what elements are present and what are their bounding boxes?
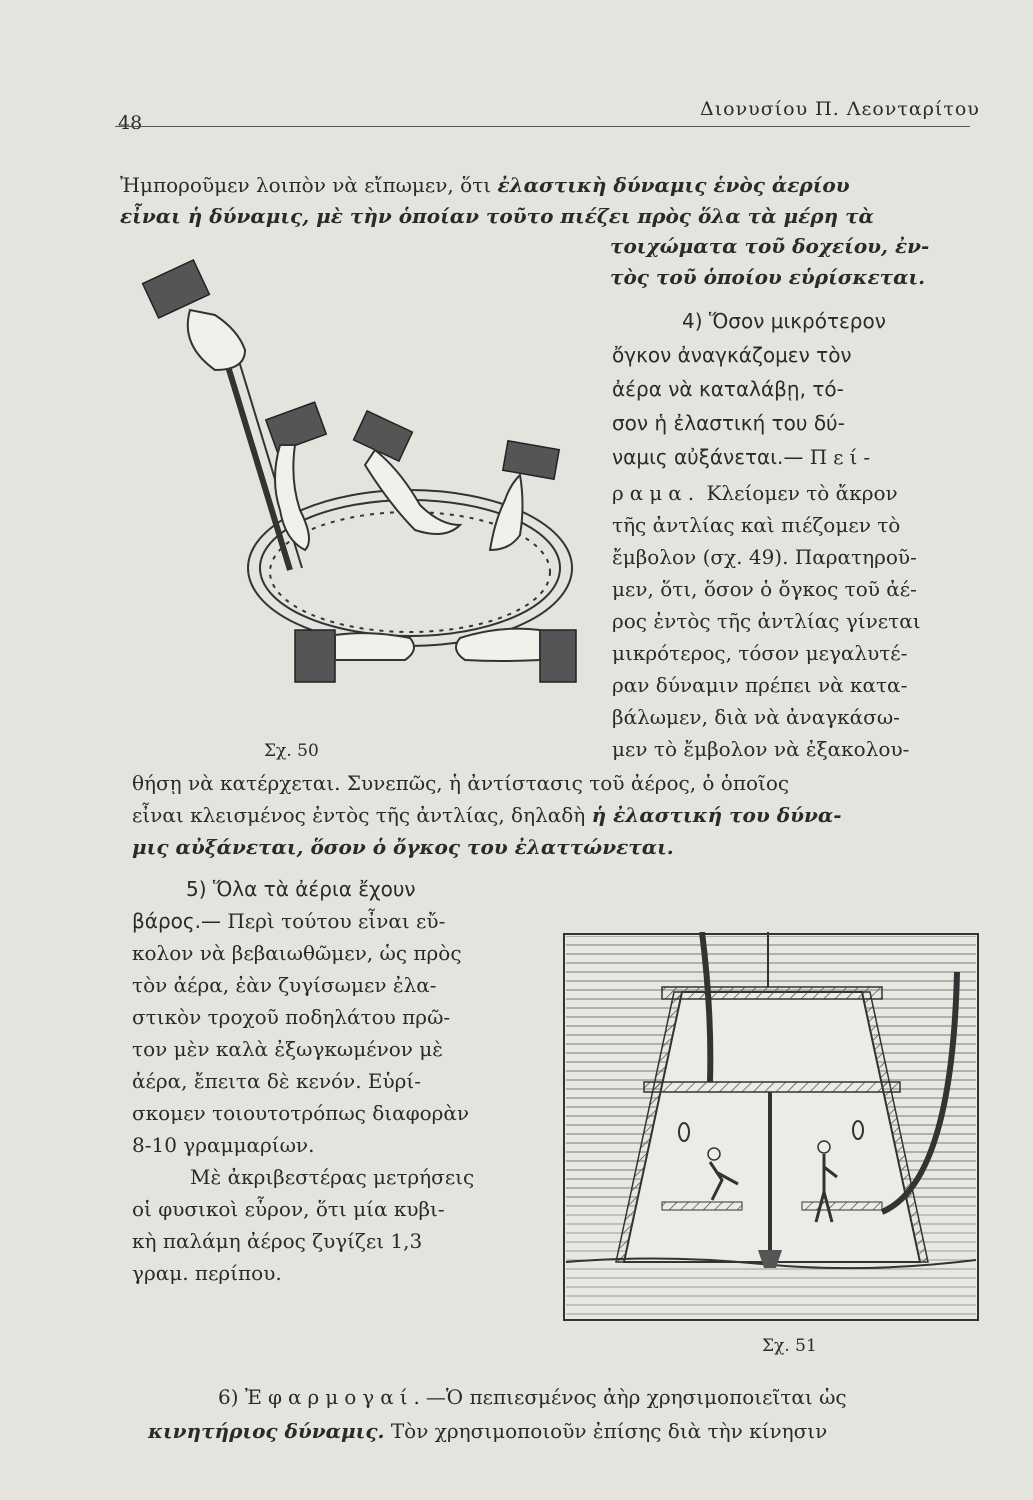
para5-line9: 8-10 γραμμαρίων. bbox=[132, 1133, 315, 1157]
para4-line8: ἔμβολον (σχ. 49). Παρατηροῦ- bbox=[612, 545, 917, 569]
para1-line2: εἶναι ἡ δύναμις, μὲ τὴν ὁποίαν τοῦτο πιέζει πρὸς ὅλα τὰ μέρη τὰ bbox=[120, 204, 874, 228]
para6-line1: 6) Ἐφαρμογαί.—Ὁ πεπιεσμένος ἀὴρ χρησιμοποιεῖται ὡς bbox=[218, 1385, 847, 1409]
running-head: Διονυσίου Π. Λεονταρίτου bbox=[700, 98, 980, 120]
para6-line2: κινητήριος δύναμις. Τὸν χρησιμοποιοῦν ἐπίσης διὰ τὴν κίνησιν bbox=[148, 1419, 828, 1443]
para5-line1: 5) Ὅλα τὰ ἀέρια ἔχουν bbox=[186, 877, 416, 901]
figure-50-illustration bbox=[120, 250, 590, 720]
para4-line13: βάλωμεν, διὰ νὰ ἀναγκάσω- bbox=[612, 705, 900, 729]
para4-line1: 4) Ὅσον μικρότερον bbox=[682, 309, 886, 333]
para4-line6: ραμα. Κλείομεν τὸ ἄκρον bbox=[612, 481, 898, 505]
para1-line3: τοιχώματα τοῦ δοχείου, ἐν- bbox=[610, 234, 930, 258]
para4-line3: ἀέρα νὰ καταλάβῃ, τό- bbox=[612, 377, 844, 401]
para4-line11: μικρότερος, τόσον μεγαλυτέ- bbox=[612, 641, 908, 665]
figure-50-caption: Σχ. 50 bbox=[264, 741, 319, 761]
para1-line4: τὸς τοῦ ὁποίου εὑρίσκεται. bbox=[610, 265, 926, 289]
para4-line17: μις αὐξάνεται, ὅσον ὁ ὄγκος του ἐλαττώνεται. bbox=[132, 835, 674, 859]
para4-line14: μεν τὸ ἔμβολον νὰ ἐξακολου- bbox=[612, 737, 910, 761]
para1-line1: Ἠμποροῦμεν λοιπὸν νὰ εἴπωμεν, ὅτι ἐλαστικὴ δύναμις ἑνὸς ἀερίου bbox=[120, 173, 850, 197]
para4-line10: ρος ἐντὸς τῆς ἀντλίας γίνεται bbox=[612, 609, 921, 633]
para5-line2: βάρος.— Περὶ τούτου εἶναι εὔ- bbox=[132, 909, 446, 933]
para4-line5: ναμις αὐξάνεται.— Πεί- bbox=[612, 445, 877, 469]
para5-line13: γραμ. περίπου. bbox=[132, 1261, 282, 1285]
para4-line4: σον ἡ ἐλαστική του δύ- bbox=[612, 411, 845, 435]
para5-line8: σκομεν τοιουτοτρόπως διαφορὰν bbox=[132, 1101, 470, 1125]
para5-line4: τὸν ἀέρα, ἐὰν ζυγίσωμεν ἐλα- bbox=[132, 973, 437, 997]
para5-line7: ἀέρα, ἔπειτα δὲ κενόν. Εὑρί- bbox=[132, 1069, 422, 1093]
para4-line16: εἶναι κλεισμένος ἐντὸς τῆς ἀντλίας, δηλαδὴ ἡ ἐλαστική του δύνα- bbox=[132, 803, 842, 827]
para4-line2: ὄγκον ἀναγκάζομεν τὸν bbox=[612, 343, 852, 367]
para5-line11: οἱ φυσικοὶ εὗρον, ὅτι μία κυβι- bbox=[132, 1197, 445, 1221]
header-rule bbox=[115, 126, 970, 127]
para4-line7: τῆς ἀντλίας καὶ πιέζομεν τὸ bbox=[612, 513, 901, 537]
figure-51-caption: Σχ. 51 bbox=[762, 1336, 817, 1356]
para5-line12: κὴ παλάμη ἀέρος ζυγίζει 1,3 bbox=[132, 1229, 423, 1253]
para4-line12: ραν δύναμιν πρέπει νὰ κατα- bbox=[612, 673, 908, 697]
para5-line6: τον μὲν καλὰ ἐξωγκωμένον μὲ bbox=[132, 1037, 444, 1061]
para5-line5: στικὸν τροχοῦ ποδηλάτου πρῶ- bbox=[132, 1005, 451, 1029]
para5-line3: κολον νὰ βεβαιωθῶμεν, ὡς πρὸς bbox=[132, 941, 462, 965]
para5-line10: Μὲ ἀκριβεστέρας μετρήσεις bbox=[190, 1165, 475, 1189]
para4-line9: μεν, ὅτι, ὅσον ὁ ὄγκος τοῦ ἀέ- bbox=[612, 577, 917, 601]
page-number: 48 bbox=[118, 112, 143, 134]
figure-51-illustration bbox=[562, 932, 980, 1322]
para4-line15: θήσῃ νὰ κατέρχεται. Συνεπῶς, ἡ ἀντίστασις τοῦ ἀέρος, ὁ ὁποῖος bbox=[132, 771, 790, 795]
